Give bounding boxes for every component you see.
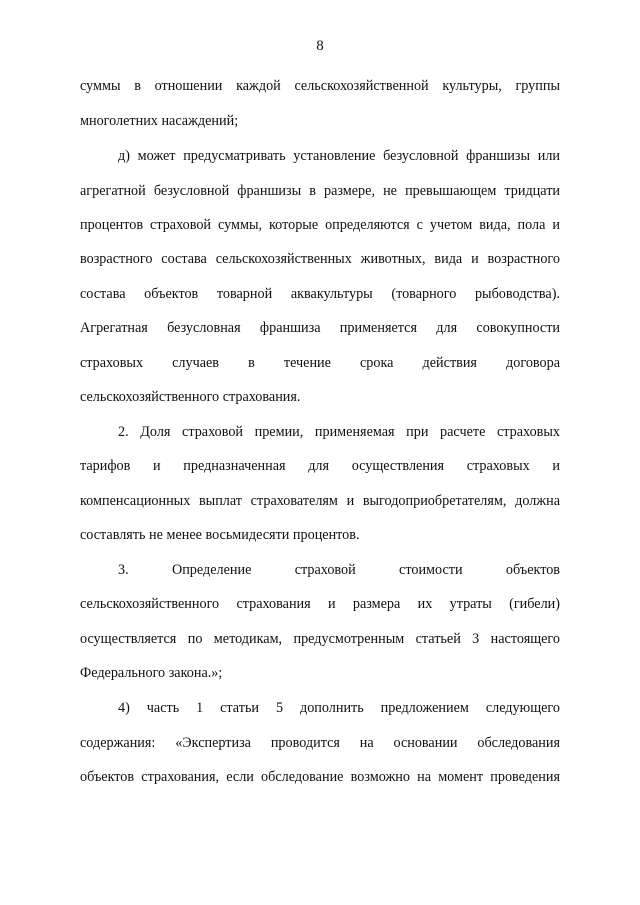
text-line: многолетних насаждений; [80,113,239,129]
text-line: возрастного состава сельскохозяйственных животных, вида и возрастного [80,251,560,267]
text-line: тарифов и предназначенная для осуществления страховых и [80,458,560,474]
text-line: страховых случаев в течение срока действия договора [80,355,560,371]
text-line: Федерального закона.»; [80,665,223,681]
text-line: составлять не менее восьмидесяти процентов. [80,527,360,543]
text-line: агрегатной безусловной франшизы в размере, не превышающем тридцати [80,183,560,199]
text-line: осуществляется по методикам, предусмотренным статьей 3 настоящего [80,631,560,647]
text-line: суммы в отношении каждой сельскохозяйственной культуры, группы [80,78,560,94]
text-line: компенсационных выплат страхователям и выгодоприобретателям, должна [80,493,560,509]
text-line: д) может предусматривать установление безусловной франшизы или [118,148,560,164]
text-line: процентов страховой суммы, которые определяются с учетом вида, пола и [80,217,560,233]
text-line: сельскохозяйственного страхования и размера их утраты (гибели) [80,596,560,612]
text-line: 3. Определение страховой стоимости объектов [118,562,560,578]
text-line: объектов страхования, если обследование возможно на момент проведения [80,769,560,785]
text-line: 4) часть 1 статьи 5 дополнить предложением следующего [118,700,560,716]
text-line: содержания: «Экспертиза проводится на основании обследования [80,735,560,751]
text-line: 2. Доля страховой премии, применяемая при расчете страховых [118,424,560,440]
text-line: Агрегатная безусловная франшиза применяется для совокупности [80,320,560,336]
page-number: 8 [316,38,324,54]
text-line: состава объектов товарной аквакультуры (товарного рыбоводства). [80,286,560,302]
text-line: сельскохозяйственного страхования. [80,389,301,405]
